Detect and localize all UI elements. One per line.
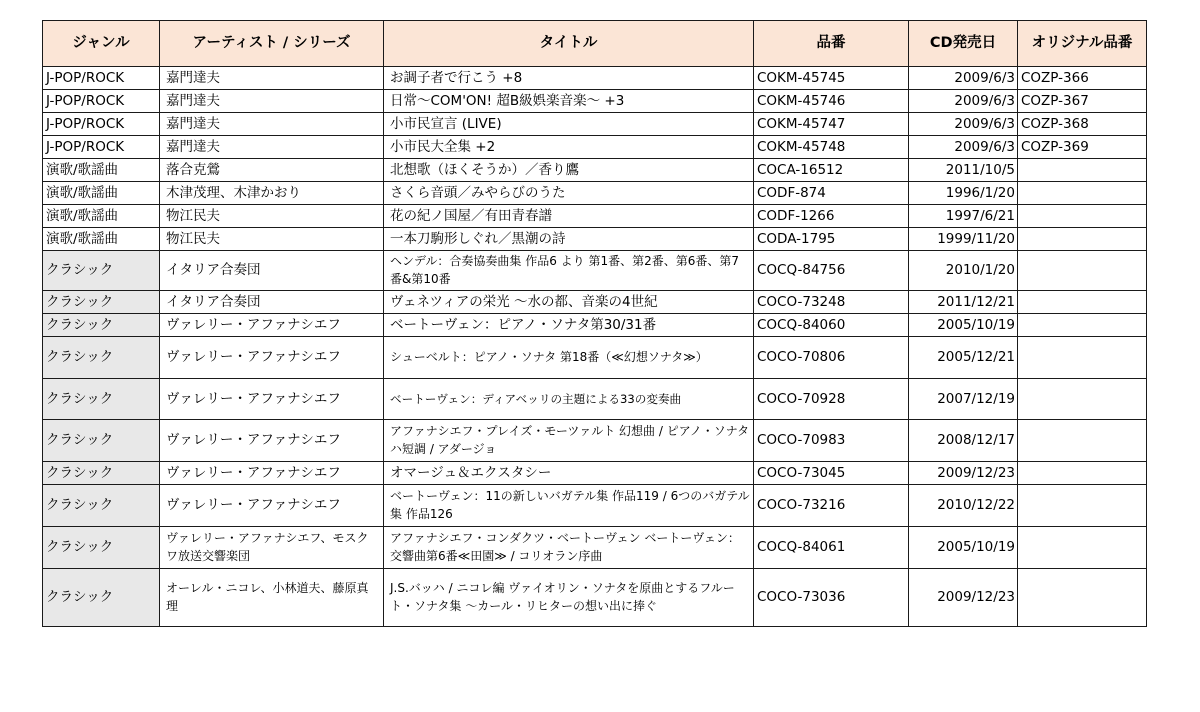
cell-original[interactable] xyxy=(1018,379,1147,420)
cell-genre[interactable]: クラシック xyxy=(43,291,160,314)
cell-catalog[interactable]: COCQ-84756 xyxy=(754,251,909,291)
cell-catalog[interactable]: COCO-73248 xyxy=(754,291,909,314)
cell-release[interactable]: 2005/12/21 xyxy=(909,337,1018,379)
cell-catalog[interactable]: COKM-45748 xyxy=(754,136,909,159)
cell-catalog[interactable]: CODF-874 xyxy=(754,182,909,205)
cell-release[interactable]: 2009/6/3 xyxy=(909,136,1018,159)
table-row xyxy=(43,337,1147,379)
header-artist[interactable]: アーティスト / シリーズ xyxy=(160,21,384,67)
cell-artist[interactable]: ヴァレリー・アファナシエフ、モスクワ放送交響楽団 xyxy=(160,527,384,569)
cell-genre[interactable]: J-POP/ROCK xyxy=(43,113,160,136)
cell-release[interactable]: 1997/6/21 xyxy=(909,205,1018,228)
cell-artist[interactable]: 嘉門達夫 xyxy=(160,113,384,136)
cell-genre[interactable]: クラシック xyxy=(43,251,160,291)
cell-catalog[interactable]: COCO-73045 xyxy=(754,462,909,485)
cell-catalog[interactable]: COCQ-84060 xyxy=(754,314,909,337)
cell-release[interactable]: 2011/10/5 xyxy=(909,159,1018,182)
cell-catalog[interactable]: COCO-70983 xyxy=(754,420,909,462)
cell-genre[interactable]: 演歌/歌謡曲 xyxy=(43,182,160,205)
cell-catalog[interactable]: COCO-70806 xyxy=(754,337,909,379)
header-release[interactable]: CD発売日 xyxy=(909,21,1018,67)
cell-original[interactable] xyxy=(1018,205,1147,228)
table-row xyxy=(43,228,1147,251)
cell-artist[interactable]: 木津茂理、木津かおり xyxy=(160,182,384,205)
cell-title[interactable]: J.S.バッハ / ニコレ編 ヴァイオリン・ソナタを原曲とするフルート・ソナタ集 ～カール・リヒターの想い出に捧ぐ xyxy=(384,569,754,627)
spreadsheet-area xyxy=(42,20,1147,627)
table-row xyxy=(43,113,1147,136)
cell-genre[interactable]: クラシック xyxy=(43,420,160,462)
cell-title[interactable]: ベートーヴェン：11の新しいバガテル集 作品119 / 6つのバガテル集 作品126 xyxy=(384,485,754,527)
cell-title[interactable]: ベートーヴェン：ディアベッリの主題による33の変奏曲 xyxy=(384,379,754,420)
cell-catalog[interactable]: COCA-16512 xyxy=(754,159,909,182)
cell-genre[interactable]: クラシック xyxy=(43,314,160,337)
cell-original[interactable] xyxy=(1018,337,1147,379)
cell-release[interactable]: 2005/10/19 xyxy=(909,314,1018,337)
cell-original[interactable] xyxy=(1018,182,1147,205)
cell-genre[interactable]: クラシック xyxy=(43,462,160,485)
cell-title[interactable]: アファナシエフ・コンダクツ・ベートーヴェン ベートーヴェン：交響曲第6番≪田園≫ / コリオラン序曲 xyxy=(384,527,754,569)
table-row xyxy=(43,462,1147,485)
cell-catalog[interactable]: COKM-45747 xyxy=(754,113,909,136)
cell-artist[interactable]: 物江民夫 xyxy=(160,228,384,251)
cell-catalog[interactable]: COKM-45746 xyxy=(754,90,909,113)
cell-release[interactable]: 2008/12/17 xyxy=(909,420,1018,462)
table-row xyxy=(43,182,1147,205)
table-row xyxy=(43,136,1147,159)
cell-genre[interactable]: クラシック xyxy=(43,485,160,527)
table-row xyxy=(43,314,1147,337)
cd-catalog-table xyxy=(42,20,1147,627)
cell-original[interactable]: COZP-366 xyxy=(1018,67,1147,90)
table-row xyxy=(43,159,1147,182)
cell-genre[interactable]: J-POP/ROCK xyxy=(43,67,160,90)
cell-catalog[interactable]: COKM-45745 xyxy=(754,67,909,90)
cell-genre[interactable]: クラシック xyxy=(43,337,160,379)
cell-title[interactable]: アファナシエフ・プレイズ・モーツァルト 幻想曲 / ピアノ・ソナタハ短調 / アダージョ xyxy=(384,420,754,462)
cell-artist[interactable]: 嘉門達夫 xyxy=(160,90,384,113)
cell-genre[interactable]: クラシック xyxy=(43,569,160,627)
cell-artist[interactable]: 嘉門達夫 xyxy=(160,136,384,159)
header-row xyxy=(43,21,1147,67)
table-row xyxy=(43,485,1147,527)
cell-artist[interactable]: イタリア合奏団 xyxy=(160,291,384,314)
table-row xyxy=(43,67,1147,90)
cell-original[interactable] xyxy=(1018,527,1147,569)
table-row xyxy=(43,205,1147,228)
cell-original[interactable] xyxy=(1018,485,1147,527)
cell-catalog[interactable]: COCO-73036 xyxy=(754,569,909,627)
cell-release[interactable]: 1999/11/20 xyxy=(909,228,1018,251)
cell-title[interactable]: 北想歌（ほくそうか）／香り鷹 xyxy=(384,159,754,182)
cell-original[interactable] xyxy=(1018,314,1147,337)
cell-release[interactable]: 2009/12/23 xyxy=(909,569,1018,627)
cell-genre[interactable]: クラシック xyxy=(43,379,160,420)
table-row xyxy=(43,569,1147,627)
cell-artist[interactable]: 嘉門達夫 xyxy=(160,67,384,90)
cell-original[interactable] xyxy=(1018,228,1147,251)
cell-release[interactable]: 2009/12/23 xyxy=(909,462,1018,485)
cell-catalog[interactable]: CODF-1266 xyxy=(754,205,909,228)
cell-catalog[interactable]: COCQ-84061 xyxy=(754,527,909,569)
cell-artist[interactable]: 物江民夫 xyxy=(160,205,384,228)
cell-genre[interactable]: クラシック xyxy=(43,527,160,569)
cell-original[interactable] xyxy=(1018,420,1147,462)
cell-genre[interactable]: J-POP/ROCK xyxy=(43,136,160,159)
cell-artist[interactable]: ヴァレリー・アファナシエフ xyxy=(160,337,384,379)
cell-artist[interactable]: ヴァレリー・アファナシエフ xyxy=(160,314,384,337)
cell-release[interactable]: 2009/6/3 xyxy=(909,67,1018,90)
cell-artist[interactable]: ヴァレリー・アファナシエフ xyxy=(160,462,384,485)
cell-genre[interactable]: 演歌/歌謡曲 xyxy=(43,159,160,182)
cell-release[interactable]: 2009/6/3 xyxy=(909,113,1018,136)
cell-title[interactable]: オマージュ＆エクスタシー xyxy=(384,462,754,485)
cell-title[interactable]: お調子者で行こう +8 xyxy=(384,67,754,90)
cell-original[interactable]: COZP-369 xyxy=(1018,136,1147,159)
cell-release[interactable]: 2010/12/22 xyxy=(909,485,1018,527)
header-genre[interactable]: ジャンル xyxy=(43,21,160,67)
cell-release[interactable]: 2007/12/19 xyxy=(909,379,1018,420)
cell-original[interactable] xyxy=(1018,569,1147,627)
cell-title[interactable]: 小市民大全集 +2 xyxy=(384,136,754,159)
cell-original[interactable] xyxy=(1018,462,1147,485)
table-row xyxy=(43,291,1147,314)
cell-release[interactable]: 2005/10/19 xyxy=(909,527,1018,569)
cell-title[interactable]: 一本刀駒形しぐれ／黒潮の詩 xyxy=(384,228,754,251)
cell-original[interactable] xyxy=(1018,159,1147,182)
header-catalog[interactable]: 品番 xyxy=(754,21,909,67)
cell-release[interactable]: 2009/6/3 xyxy=(909,90,1018,113)
cell-genre[interactable]: J-POP/ROCK xyxy=(43,90,160,113)
header-original[interactable]: オリジナル品番 xyxy=(1018,21,1147,67)
cell-genre[interactable]: 演歌/歌謡曲 xyxy=(43,228,160,251)
cell-artist[interactable]: 落合克鶯 xyxy=(160,159,384,182)
table-row xyxy=(43,379,1147,420)
cell-original[interactable] xyxy=(1018,291,1147,314)
cell-original[interactable] xyxy=(1018,251,1147,291)
cell-genre[interactable]: 演歌/歌謡曲 xyxy=(43,205,160,228)
cell-artist[interactable]: イタリア合奏団 xyxy=(160,251,384,291)
cell-catalog[interactable]: COCO-70928 xyxy=(754,379,909,420)
cell-artist[interactable]: オーレル・ニコレ、小林道夫、藤原真理 xyxy=(160,569,384,627)
cell-title[interactable]: 日常～COM'ON! 超B級娯楽音楽～ +3 xyxy=(384,90,754,113)
cell-title[interactable]: ヴェネツィアの栄光 ～水の都、音楽の4世紀 xyxy=(384,291,754,314)
cell-title[interactable]: 花の紀ノ国屋／有田青春譜 xyxy=(384,205,754,228)
cell-original[interactable]: COZP-368 xyxy=(1018,113,1147,136)
cell-catalog[interactable]: COCO-73216 xyxy=(754,485,909,527)
table-row xyxy=(43,90,1147,113)
cell-artist[interactable]: ヴァレリー・アファナシエフ xyxy=(160,379,384,420)
cell-original[interactable]: COZP-367 xyxy=(1018,90,1147,113)
cell-artist[interactable]: ヴァレリー・アファナシエフ xyxy=(160,485,384,527)
table-row xyxy=(43,527,1147,569)
header-title[interactable]: タイトル xyxy=(384,21,754,67)
cell-release[interactable]: 1996/1/20 xyxy=(909,182,1018,205)
cell-catalog[interactable]: CODA-1795 xyxy=(754,228,909,251)
table-row xyxy=(43,420,1147,462)
table-row xyxy=(43,251,1147,291)
cell-title[interactable]: さくら音頭／みやらびのうた xyxy=(384,182,754,205)
cell-title[interactable]: ヘンデル：合奏協奏曲集 作品6 より 第1番、第2番、第6番、第7番&第10番 xyxy=(384,251,754,291)
cell-title[interactable]: シューベルト：ピアノ・ソナタ 第18番（≪幻想ソナタ≫） xyxy=(384,337,754,379)
cell-release[interactable]: 2010/1/20 xyxy=(909,251,1018,291)
cell-artist[interactable]: ヴァレリー・アファナシエフ xyxy=(160,420,384,462)
cell-title[interactable]: ベートーヴェン：ピアノ・ソナタ第30/31番 xyxy=(384,314,754,337)
cell-release[interactable]: 2011/12/21 xyxy=(909,291,1018,314)
cell-title[interactable]: 小市民宣言 (LIVE) xyxy=(384,113,754,136)
